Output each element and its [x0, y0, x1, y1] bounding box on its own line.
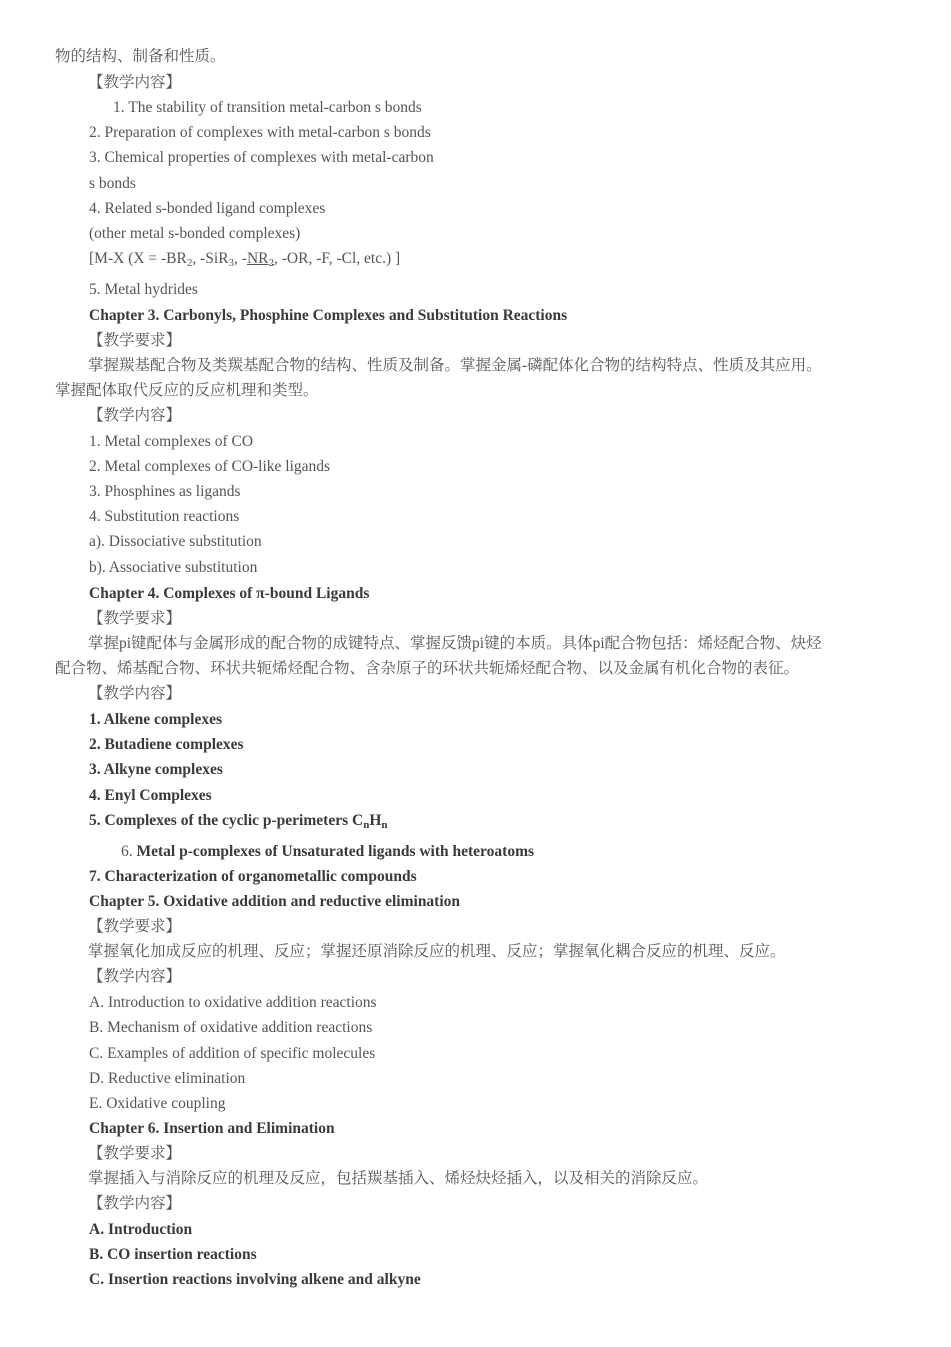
formula-line: [89, 249, 400, 269]
list-item: 4. Enyl Complexes: [89, 787, 212, 804]
list-item-text: H: [369, 812, 382, 829]
list-item: E. Oxidative coupling: [89, 1095, 226, 1112]
list-item: [89, 811, 388, 831]
chapter-heading: Chapter 4. Complexes of π-bound Ligands: [89, 585, 370, 602]
section-label-teaching-content: 【教学内容】: [88, 74, 182, 91]
list-item: 1. Alkene complexes: [89, 711, 223, 728]
subscript: 2: [186, 257, 193, 269]
list-item: a). Dissociative substitution: [89, 533, 262, 550]
section-label-teaching-requirements: 【教学要求】: [88, 1145, 182, 1162]
list-item: D. Reductive elimination: [89, 1070, 246, 1087]
list-item: 3. Alkyne complexes: [89, 761, 223, 778]
paragraph-line: 掌握氧化加成反应的机理、反应；掌握还原消除反应的机理、反应；掌握氧化耦合反应的机理、反应。: [88, 943, 786, 960]
section-label-teaching-requirements: 【教学要求】: [88, 332, 182, 349]
list-item: 4. Substitution reactions: [89, 508, 240, 525]
list-item-continuation: s bonds: [89, 175, 136, 192]
formula-text: [M-X (X = -BR: [89, 250, 187, 267]
list-item-text: Metal p-complexes of Unsaturated ligands with heteroatoms: [136, 843, 535, 860]
subscript: 3: [228, 257, 235, 269]
list-item: C. Examples of addition of specific molecules: [89, 1045, 376, 1062]
paragraph-line: 掌握羰基配合物及类羰基配合物的结构、性质及制备。掌握金属-磷配体化合物的结构特点、性质及其应用。: [88, 357, 822, 374]
paragraph-continuation: 物的结构、制备和性质。: [55, 48, 226, 65]
list-item: b). Associative substitution: [89, 559, 258, 576]
list-item-text: 5. Complexes of the cyclic p-perimeters C: [89, 812, 364, 829]
list-item: [121, 842, 534, 862]
section-label-teaching-content: 【教学内容】: [88, 1195, 182, 1212]
section-label-teaching-content: 【教学内容】: [88, 685, 182, 702]
list-item: 4. Related s-bonded ligand complexes: [89, 200, 326, 217]
list-item: 1. Metal complexes of CO: [89, 433, 254, 450]
paragraph-line: 掌握插入与消除反应的机理及反应，包括羰基插入、烯烃炔烃插入，以及相关的消除反应。: [88, 1170, 709, 1187]
formula-text: , -OR, -F, -Cl, etc.) ]: [274, 250, 401, 267]
section-label-teaching-content: 【教学内容】: [88, 968, 182, 985]
section-label-teaching-requirements: 【教学要求】: [88, 918, 182, 935]
list-item: 7. Characterization of organometallic compounds: [89, 868, 417, 885]
paragraph-line: 配合物、烯基配合物、环状共轭烯烃配合物、含杂原子的环状共轭烯烃配合物、以及金属有机化合物的表征。: [55, 660, 800, 677]
chapter-heading: Chapter 3. Carbonyls, Phosphine Complexes and Substitution Reactions: [89, 307, 568, 324]
formula-text: , -: [234, 250, 247, 267]
list-item: 2. Preparation of complexes with metal-carbon s bonds: [89, 124, 431, 141]
list-item: 2. Butadiene complexes: [89, 736, 244, 753]
formula-underlined: [247, 250, 274, 267]
list-item: 2. Metal complexes of CO-like ligands: [89, 458, 331, 475]
list-item: B. Mechanism of oxidative addition reactions: [89, 1019, 373, 1036]
list-item-number: 6.: [121, 843, 137, 860]
list-item: 5. Metal hydrides: [89, 281, 198, 298]
list-item: 3. Chemical properties of complexes with metal-carbon: [89, 149, 434, 166]
list-item: A. Introduction: [89, 1221, 193, 1238]
list-item: A. Introduction to oxidative addition reactions: [89, 994, 377, 1011]
section-label-teaching-content: 【教学内容】: [88, 407, 182, 424]
subscript: n: [363, 819, 370, 831]
paragraph-line: 掌握配体取代反应的反应机理和类型。: [55, 382, 319, 399]
list-item: 1. The stability of transition metal-carbon s bonds: [113, 99, 422, 116]
list-item: C. Insertion reactions involving alkene and alkyne: [89, 1271, 421, 1288]
paragraph-line: 掌握pi键配体与金属形成的配合物的成键特点、掌握反馈pi键的本质。具体pi配合物包括：烯烃配合物、炔烃: [88, 635, 822, 652]
chapter-heading: Chapter 6. Insertion and Elimination: [89, 1120, 335, 1137]
list-item-note: (other metal s-bonded complexes): [89, 225, 301, 242]
section-label-teaching-requirements: 【教学要求】: [88, 610, 182, 627]
formula-text: , -SiR: [192, 250, 229, 267]
list-item: B. CO insertion reactions: [89, 1246, 257, 1263]
subscript: n: [381, 819, 388, 831]
formula-text: NR: [246, 250, 269, 267]
subscript: 2: [268, 257, 275, 269]
list-item: 3. Phosphines as ligands: [89, 483, 241, 500]
chapter-heading: Chapter 5. Oxidative addition and reductive elimination: [89, 893, 461, 910]
